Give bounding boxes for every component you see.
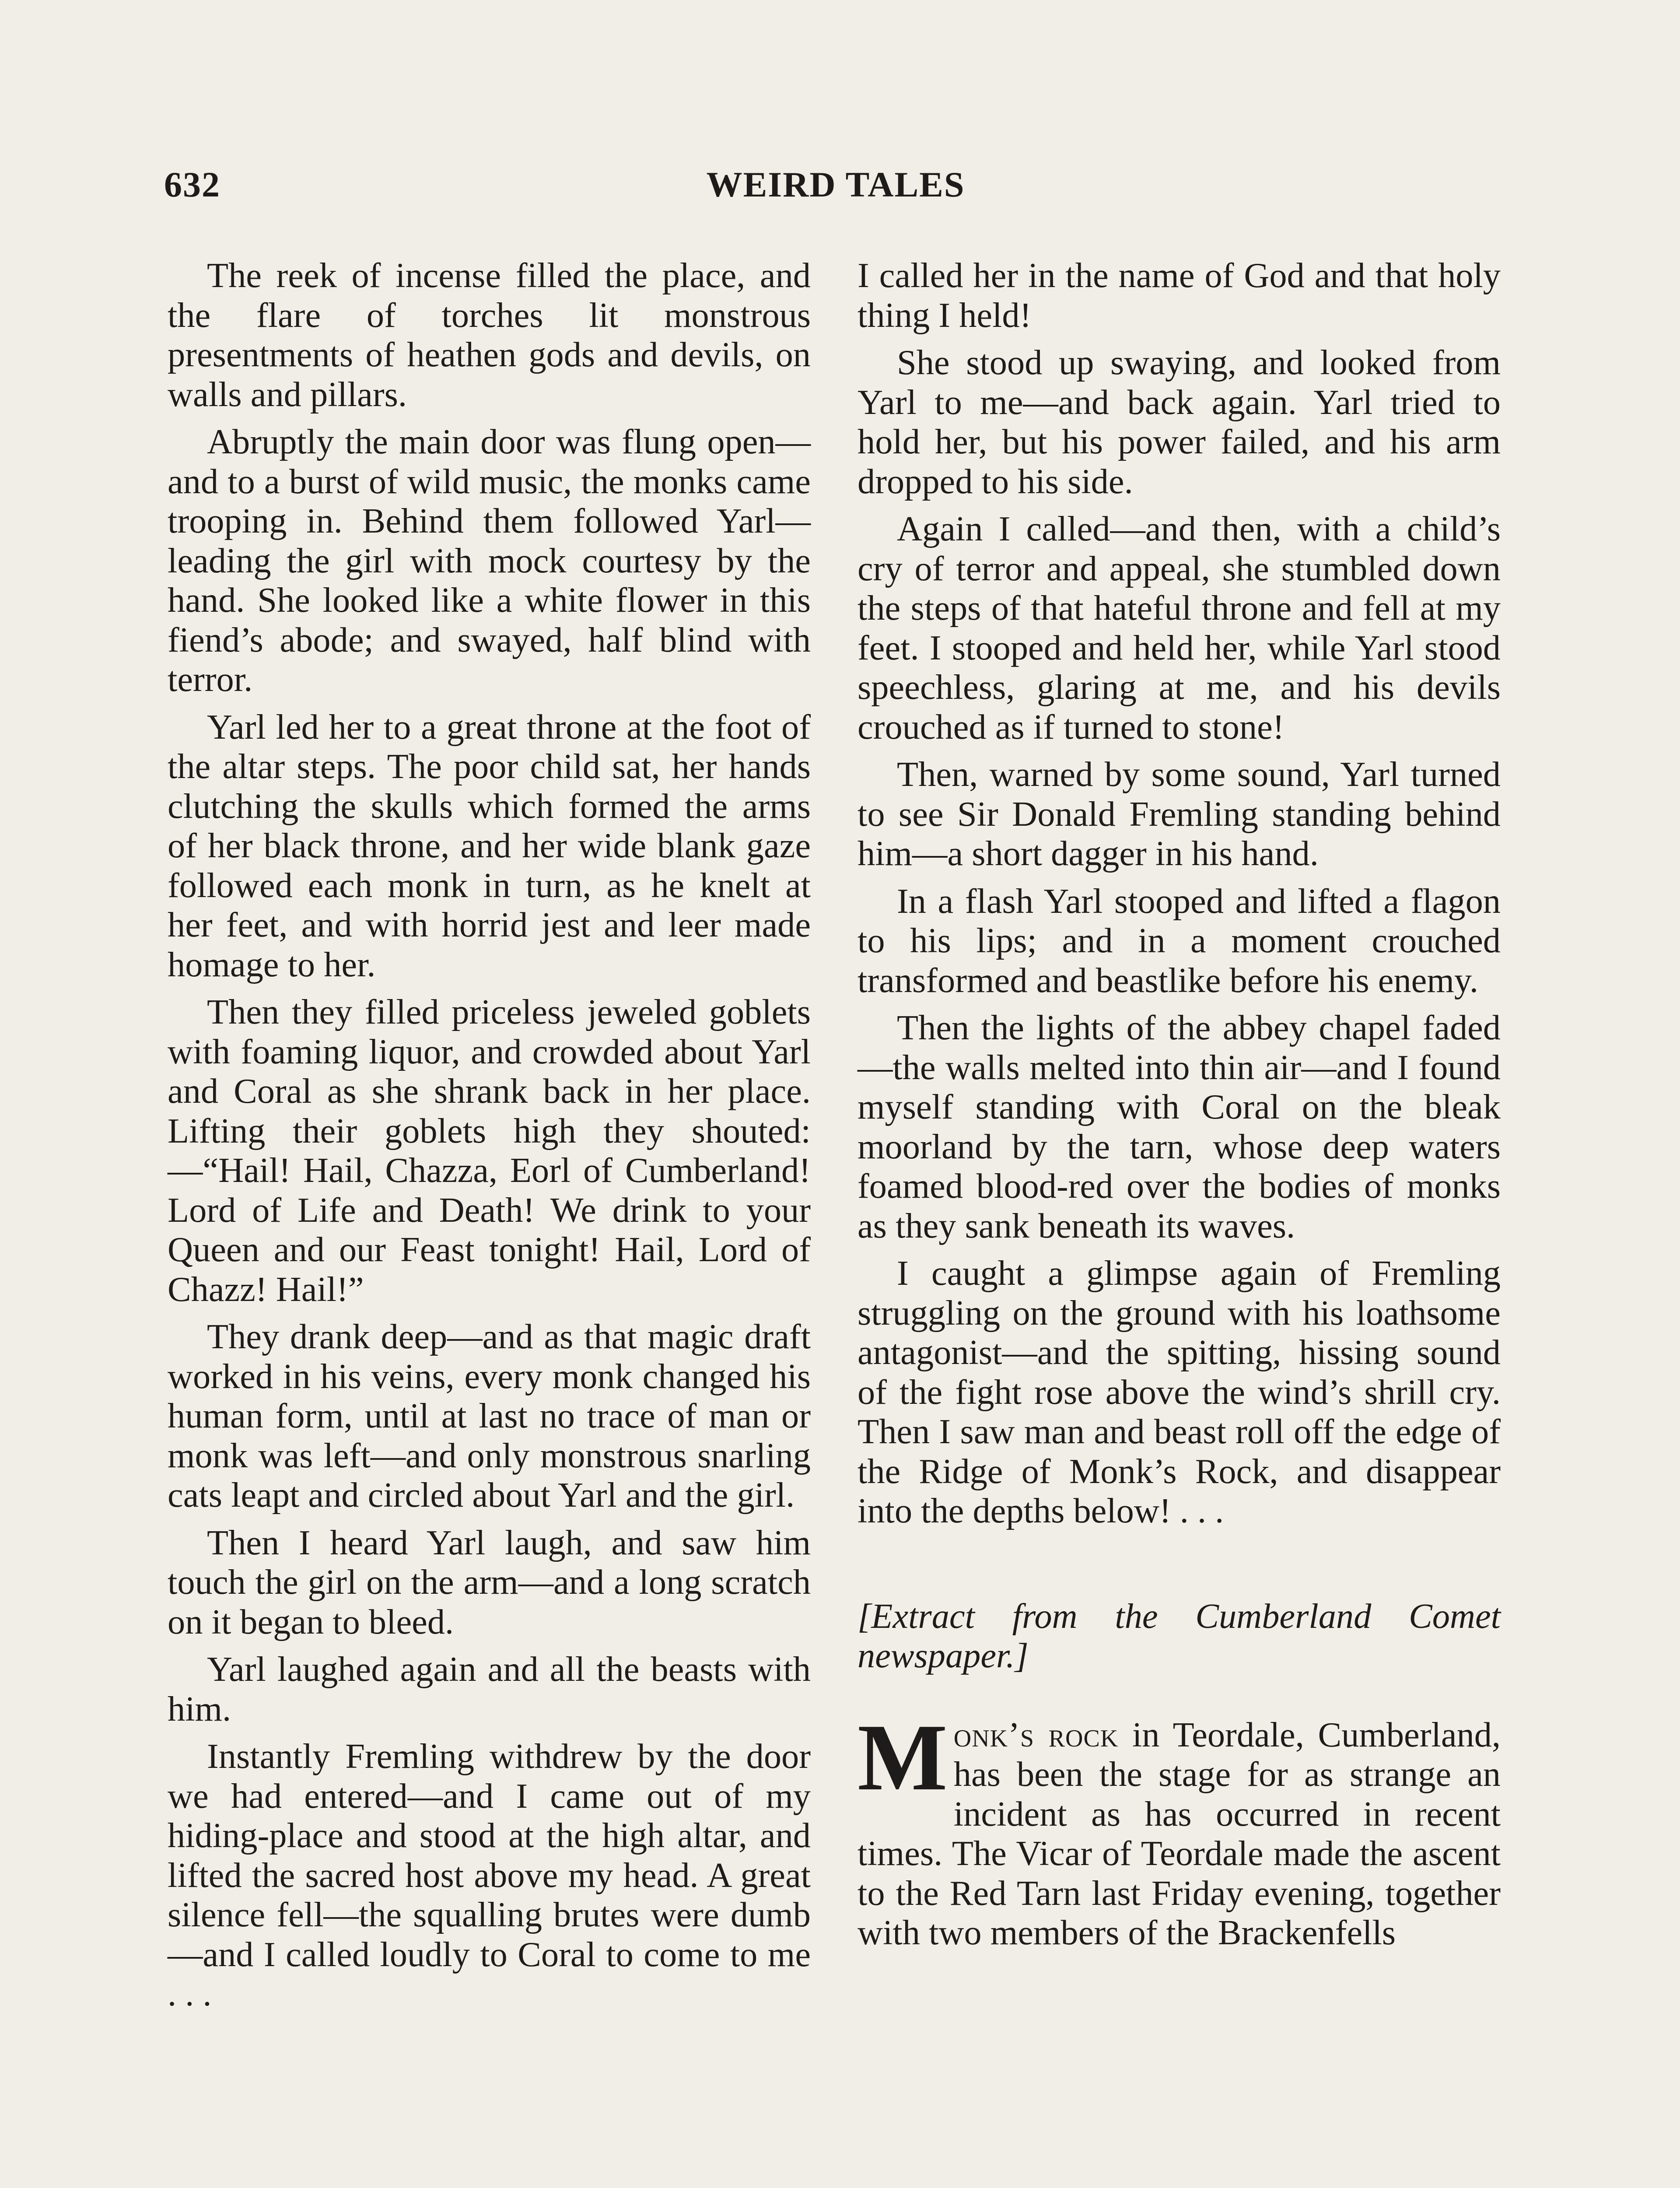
running-title: WEIRD TALES	[706, 165, 965, 204]
story-paragraph: Yarl led her to a great throne at the foot of the altar steps. The poor child sat, her hands clutching the skulls which formed the arms of her black throne, and her wide blank gaze followed each monk in turn, as he knelt at her feet, and with horrid jest and leer made homage to her.	[168, 707, 811, 984]
story-paragraph: Then they filled priceless jeweled goblets with foaming liquor, and crowded about Yarl and Coral as she shrank back in her place. Lifting their goblets high they shouted: —“Hail! Hail, Chazza, Eorl of Cumberland! Lord of Life and Death! We drink to your Queen and our Feast tonight! Hail, Lord of Chazz! Hail!”	[168, 992, 811, 1309]
story-paragraph: The reek of incense filled the place, and the flare of torches lit monstrous presentments of heathen gods and devils, on walls and pillars.	[168, 256, 811, 414]
story-paragraph: They drank deep—and as that magic draft worked in his veins, every monk changed his human form, until at last no trace of man or monk was left—and only monstrous snarling cats leapt and circled about Yarl and the girl.	[168, 1317, 811, 1515]
story-paragraph: Yarl laughed again and all the beasts with him.	[168, 1650, 811, 1729]
drop-cap: M	[858, 1704, 948, 1810]
story-paragraph: In a flash Yarl stooped and lifted a flagon to his lips; and in a moment crouched transformed and beastlike before his enemy.	[858, 881, 1501, 1000]
story-paragraph: She stood up swaying, and looked from Yarl to me—and back again. Yarl tried to hold her, but his power failed, and his arm dropped to his side.	[858, 343, 1501, 501]
page-header	[164, 164, 1507, 217]
story-paragraph: I caught a glimpse again of Fremling struggling on the ground with his loathsome antagonist—and the spitting, hissing sound of the fight rose above the wind’s shrill cry. Then I saw man and beast roll off the edge of the Ridge of Monk’s Rock, and disappear into the depths below! . . .	[858, 1254, 1501, 1530]
story-paragraph: Abruptly the main door was flung open—and to a burst of wild music, the monks came trooping in. Behind them followed Yarl—leading the girl with mock courtesy by the hand. She looked like a white flower in this fiend’s abode; and swayed, half blind with terror.	[168, 422, 811, 699]
extract-note: [Extract from the Cumberland Comet newspaper.]	[858, 1596, 1501, 1675]
newspaper-paragraph	[858, 1704, 1501, 1953]
lead-smallcaps: onk’s rock	[953, 1715, 1119, 1754]
page-number: 632	[164, 165, 220, 204]
left-column	[168, 256, 811, 2022]
right-column	[858, 256, 1501, 1961]
story-paragraph: Again I called—and then, with a child’s cry of terror and appeal, she stumbled down the steps of that hateful throne and fell at my feet. I stooped and held her, while Yarl stood speechless, glaring at me, and his devils crouched as if turned to stone!	[858, 509, 1501, 747]
story-paragraph: Then the lights of the abbey chapel faded—the walls melted into thin air—and I found myself standing with Coral on the bleak moorland by the tarn, whose deep waters foamed blood-red over the bodies of monks as they sank beneath its waves.	[858, 1008, 1501, 1245]
continued-paragraph: I called her in the name of God and that holy thing I held!	[858, 256, 1501, 335]
story-paragraph: Then I heard Yarl laugh, and saw him touch the girl on the arm—and a long scratch on it began to bleed.	[168, 1523, 811, 1641]
newspaper-body: in Teordale, Cumberland, has been the stage for as strange an incident as has occurred in recent times. The Vicar of Teordale made the ascent to the Red Tarn last Friday evening, together with two members of the Brackenfells	[858, 1715, 1501, 1952]
story-paragraph: Then, warned by some sound, Yarl turned to see Sir Donald Fremling standing behind him—a short dagger in his hand.	[858, 755, 1501, 873]
story-paragraph: Instantly Fremling withdrew by the door we had entered—and I came out of my hiding-place and stood at the high altar, and lifted the sacred host above my head. A great silence fell—the squalling brutes were dumb—and I called loudly to Coral to come to me . . .	[168, 1737, 811, 2013]
